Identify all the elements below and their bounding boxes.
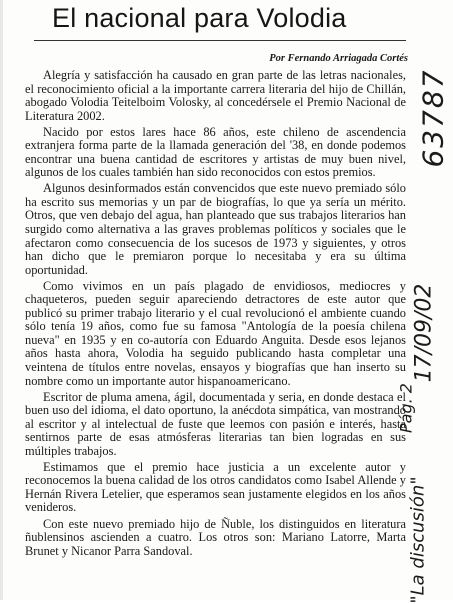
article-paragraph: Con este nuevo premiado hijo de Ñuble, los distinguidos en literatura ñublensinos ascienden a cuatro. Los otros son: Mariano Latorre, Marta Brunet y Nicanor Parra Sandoval.: [25, 516, 406, 558]
article-paragraph: Algunos desinformados están convencidos que este nuevo premiado sólo ha escrito sus memorias y un par de biografías, lo que ya sería un mérito. Otros, que ven debajo del agua, han planteado que sus trabajos literarios han surgido como alternativa a las graves problemas políticos y sociales que le afectaron como consecuencia de los sucesos de 1973 y siguientes, y otros han dicho que le premiaron porque lo necesitaba y era su última oportunidad.: [25, 181, 406, 277]
title-rule: [34, 40, 406, 41]
article-paragraph: Alegría y satisfacción ha causado en gran parte de las letras nacionales, el reconocimiento oficial a la importante carrera literaria del hijo de Chillán, abogado Volodia Teitelboim Volosky, al concedérsele el Premio Nacional de Literatura 2002.: [25, 69, 406, 123]
handwritten-catalog-number: 63787: [416, 68, 450, 168]
article-paragraph: Nacido por estos lares hace 86 años, este chileno de ascendencia extranjera forma parte de la llamada generación del '38, en donde podemos encontrar una buena cantidad de escritores y artistas de muy buen nivel, algunos de los cuales también han sido reconocidos con estos premios.: [25, 124, 406, 180]
handwritten-page: Pág. 2: [396, 383, 416, 433]
scan-edge: [0, 0, 3, 600]
article-paragraph: Como vivimos en un país plagado de envidiosos, mediocres y chaqueteros, pueden seguir apareciendo detractores de este autor que publicó su primer trabajo literario y el cual revolucionó el ambiente cuando sólo tenía 19 años, como fue su famosa "Antología de la poesía chilena nueva" en 1935 y en co-autoría con Eduardo Anguita. Desde esos lejanos años hasta ahora, Volodia ha seguido publicando hasta completar una veintena de títulos entre novelas, ensayos y biografías que han inserto su nombre como un importante autor hispanoamericano.: [25, 278, 406, 388]
handwritten-date: 17/09/02: [411, 283, 437, 383]
article-title: El nacional para Volodia: [52, 3, 347, 33]
handwritten-source: "La discusión": [407, 476, 429, 604]
article-paragraph: Escritor de pluma amena, ágil, documentada y seria, en donde destaca el buen uso del idioma, el dato oportuno, la anécdota simpática, van mostrando al escritor y al intelectual de fuste que leemos con pasión e interés, hasta sentirnos parte de esas atmósferas literarias tan bien logradas en sus múltiples trabajos.: [25, 389, 406, 458]
article-paragraph: Estimamos que el premio hace justicia a un excelente autor y reconocemos la buena calidad de los otros candidatos como Isabel Allende y Hernán Rivera Letelier, que esperamos sean justamente elegidos en los años venideros.: [25, 459, 406, 515]
article-byline: Por Fernando Arriagada Cortés: [269, 53, 408, 64]
article-body: [25, 69, 406, 599]
